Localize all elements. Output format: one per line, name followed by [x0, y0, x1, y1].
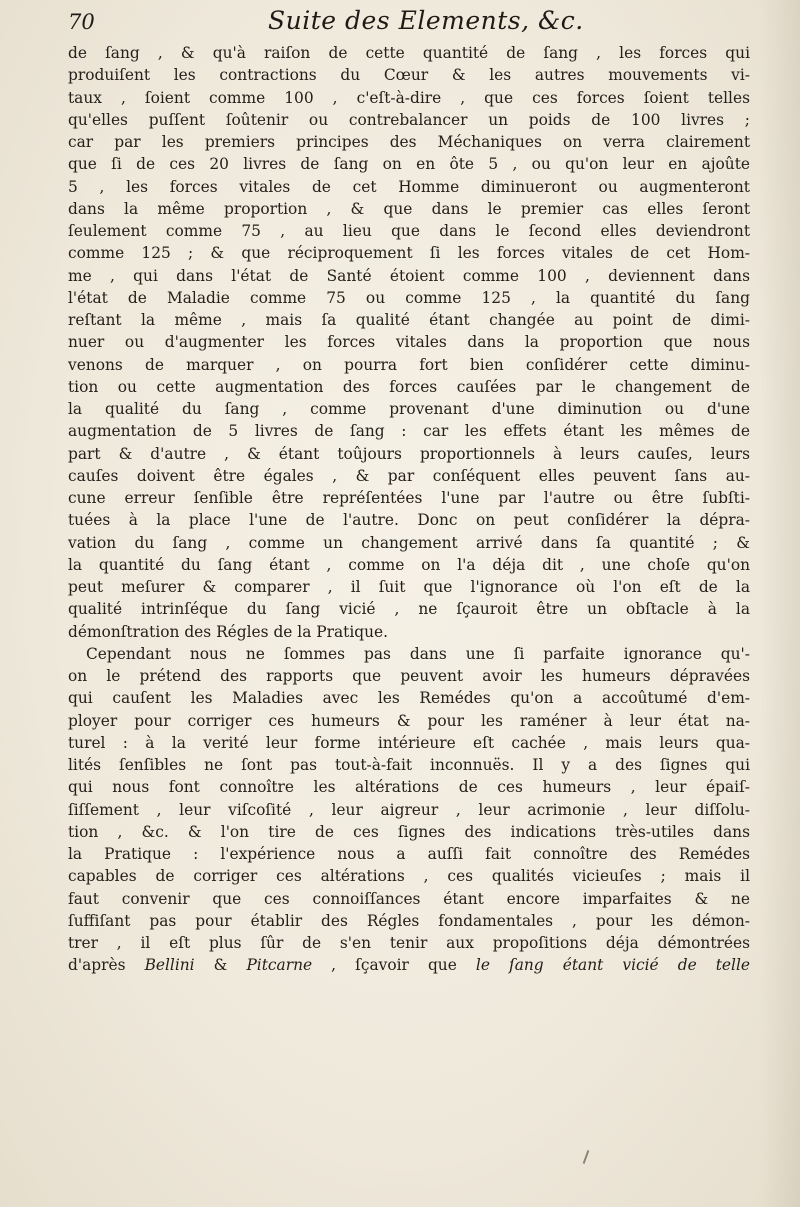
text-line: ſeulement comme 75 , au lieu que dans le ſecond elles deviendront	[68, 222, 750, 240]
text-line: turel : à la verité leur forme intérieure eſt cachée , mais leurs qua-	[68, 733, 750, 752]
text-line: qui cauſent les Maladies avec les Remédes qu'on a accoûtumé d'em-	[68, 689, 750, 708]
text-line: me , qui dans l'état de Santé étoient comme 100 , deviennent dans	[68, 266, 750, 285]
text-line: 5 , les forces vitales de cet Homme diminueront ou augmenteront	[68, 177, 750, 196]
text-line: capables de corriger ces altérations , ces qualités vicieuſes ; mais il	[68, 867, 750, 886]
text-line: part & d'autre , & étant toûjours proportionnels à leurs cauſes, leurs	[68, 444, 750, 463]
text-line: qui nous font connoître les altérations de ces humeurs , leur épaiſ-	[68, 778, 750, 797]
running-title: Suite des Elements, &c.	[268, 6, 584, 35]
body-text	[68, 42, 750, 977]
text-line: de ſang , & qu'à raiſon de cette quantité de ſang , les forces qui	[68, 44, 750, 62]
text-line: que ſi de ces 20 livres de ſang on en ôte 5 , ou qu'on leur en ajoûte	[68, 155, 750, 174]
text-line: faut convenir que ces connoiſſances étant encore imparfaites & ne	[68, 889, 750, 908]
text-line: qualité intrinſéque du ſang vicié , ne ſçauroit être un obſtacle à la	[68, 600, 750, 619]
text-line: nuer ou d'augmenter les forces vitales dans la proportion que nous	[68, 333, 750, 352]
text-line: ployer pour corriger ces humeurs & pour les raméner à leur état na-	[68, 711, 750, 730]
text-line: ſiſſement , leur viſcoſité , leur aigreur , leur acrimonie , leur diſſolu-	[68, 800, 750, 819]
paper-speck	[583, 1150, 590, 1164]
text-line: vation du ſang , comme un changement arrivé dans ſa quantité ; &	[68, 533, 750, 552]
text-line: ſuffiſant pas pour établir des Régles fondamentales , pour les démon-	[68, 911, 750, 930]
text-line: venons de marquer , on pourra fort bien conſidérer cette diminu-	[68, 355, 750, 374]
text-line: peut meſurer & comparer , il ſuit que l'ignorance où l'on eſt de la	[68, 578, 750, 596]
italic-text: le ſang étant vicié de telle	[475, 956, 750, 975]
text-line: qu'elles puſſent ſoûtenir ou contrebalancer un poids de 100 livres ;	[68, 110, 750, 129]
text-line: Cependant nous ne ſommes pas dans une ſi parfaite ignorance qu'-	[86, 644, 750, 663]
text-line: la qualité du ſang , comme provenant d'une diminution ou d'une	[68, 400, 750, 418]
text-line-final	[68, 954, 750, 976]
text-line: tion , &c. & l'on tire de ces ſignes des indications très-utiles dans	[68, 822, 750, 841]
text-line: l'état de Maladie comme 75 ou comme 125 , la quantité du ſang	[68, 288, 750, 307]
text-line: la Pratique : l'expérience nous a auſſi fait connoître des Remédes	[68, 845, 750, 863]
text-line: car par les premiers principes des Méchaniques on verra clairement	[68, 133, 750, 151]
text-line: trer , il eſt plus ſûr de s'en tenir aux propoſitions déja démontrées	[68, 934, 750, 952]
text-line: tion ou cette augmentation des forces cauſées par le changement de	[68, 377, 750, 396]
text-line: on le prétend des rapports que peuvent avoir les humeurs dépravées	[68, 667, 750, 685]
text-line: lités ſenſibles ne ſont pas tout-à-fait inconnuës. Il y a des ſignes qui	[68, 756, 750, 774]
running-head	[68, 4, 748, 38]
text-line: démonſtration des Régles de la Pratique.	[68, 622, 389, 641]
text-line: cauſes doivent être égales , & par conſéquent elles peuvent ſans au-	[68, 466, 750, 485]
text-fragment: &	[194, 956, 247, 975]
text-line: tuées à la place l'une de l'autre. Donc on peut conſidérer la dépra-	[68, 511, 750, 530]
text-line: comme 125 ; & que réciproquement ſi les forces vitales de cet Hom-	[68, 244, 750, 263]
text-line: taux , ſoient comme 100 , c'eſt-à-dire , que ces forces ſoient telles	[68, 88, 750, 107]
text-fragment: d'après	[68, 956, 145, 975]
page-edge-shadow	[760, 0, 800, 1207]
text-fragment: , ſçavoir que	[312, 956, 476, 975]
text-line: augmentation de 5 livres de ſang : car les effets étant les mêmes de	[68, 422, 750, 441]
text-line: reſtant la même , mais ſa qualité étant changée au point de dimi-	[68, 311, 750, 329]
italic-text: Pitcarne	[246, 956, 313, 975]
text-line: dans la même proportion , & que dans le premier cas elles ſeront	[68, 199, 750, 218]
text-line: produiſent les contractions du Cœur & les autres mouvements vi-	[68, 66, 750, 85]
text-line: cune erreur ſenſible être repréſentées l'une par l'autre ou être ſubſti-	[68, 489, 750, 507]
italic-text: Bellini	[144, 956, 195, 975]
page-number: 70	[68, 10, 95, 34]
text-line: la quantité du ſang étant , comme on l'a déja dit , une choſe qu'on	[68, 555, 750, 574]
